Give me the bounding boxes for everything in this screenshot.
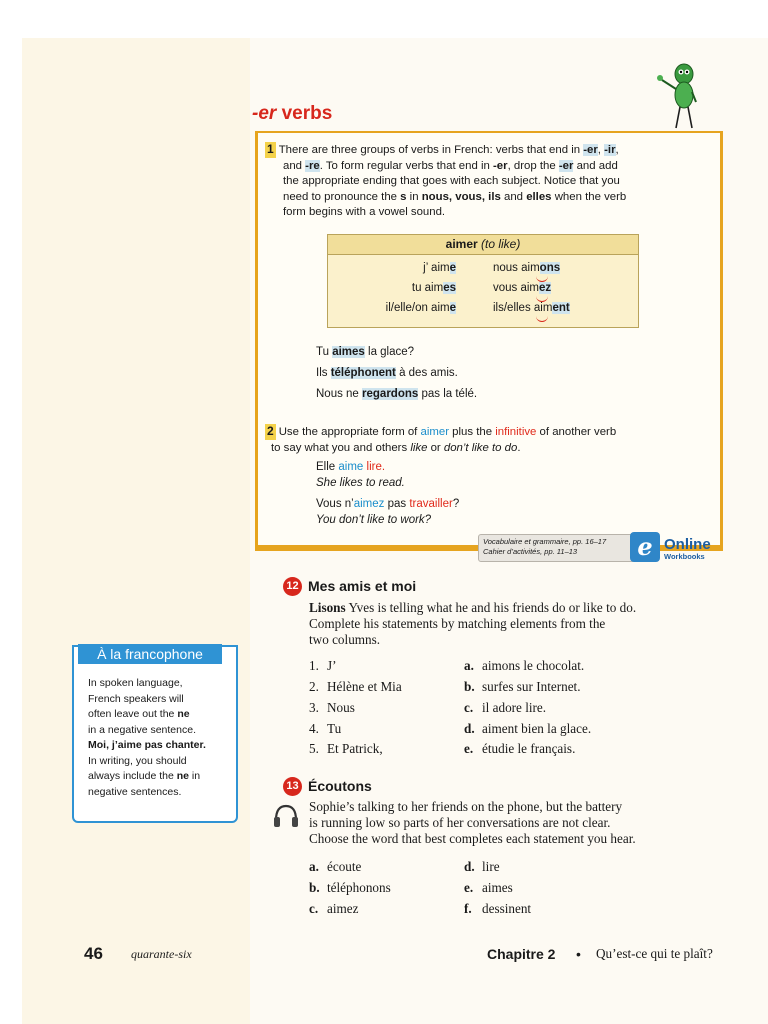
example2-1: Elle aime lire. [316, 461, 386, 473]
online-logo: e Online Workbooks [630, 532, 716, 564]
liaison-mark-icon [536, 315, 548, 322]
page-number-word: quarante-six [131, 947, 192, 961]
online-workbooks-badge[interactable] [478, 532, 718, 566]
answer-e: e. aimes [464, 880, 513, 895]
conj-right-2: vous aimez [493, 282, 552, 294]
grammar-title: -er verbs [252, 103, 333, 124]
activity-13-title: Écoutons [308, 778, 372, 794]
francophone-tab: À la francophone [78, 644, 222, 664]
conjugation-table-header: aimer (to like) [328, 235, 638, 255]
match-left-4: 4. Tu [309, 721, 342, 736]
match-left-5: 5. Et Patrick, [309, 741, 383, 756]
chapter-label: Chapitre 2 [487, 946, 556, 962]
activity-13-instructions: Sophie’s talking to her friends on the phone, but the battery is running low so parts of her conversations are not clear. Choose the word that best completes each statement you hear. [309, 799, 636, 847]
page-number: 46 [84, 944, 103, 963]
activity-12-badge: 12 [283, 577, 302, 596]
example-1: Tu aimes la glace? [316, 346, 415, 358]
conj-left-2: tu aimes [411, 282, 456, 294]
conj-right-1: nous aimons [493, 262, 561, 274]
liaison-mark-icon [536, 275, 548, 282]
conj-left-1: j’ aime [423, 262, 456, 274]
answer-b: b. téléphonons [309, 880, 391, 895]
answer-f: f. dessinent [464, 901, 532, 916]
match-left-1: 1. J’ [309, 658, 337, 673]
activity-12-instructions: Lisons Yves is telling what he and his friends do or like to do. Complete his statements by matching elements from the two columns. [309, 600, 637, 648]
chapter-title: Qu’est-ce qui te plaît? [596, 946, 713, 961]
answer-d: d. lire [464, 859, 500, 874]
activity-13-badge: 13 [283, 777, 302, 796]
headphones-icon [272, 802, 300, 830]
workbook-references: Vocabulaire et grammaire, pp. 16–17 Cahier d’activités, pp. 11–13 [478, 534, 638, 562]
point-number: 2 [267, 424, 274, 438]
match-right-e: e. étudie le français. [464, 741, 576, 756]
example2-1-gloss: She likes to read. [316, 477, 405, 489]
francophone-text: In spoken language, French speakers will often leave out the ne in a negative sentence. Moi, j’aime pas chanter. In writing, you should always include the ne in negative sentences. [88, 677, 206, 798]
conj-left-3: il/elle/on aime [385, 302, 456, 314]
match-left-2: 2. Hélène et Mia [309, 679, 402, 694]
example2-2-gloss: You don’t like to work? [316, 514, 432, 526]
online-e-icon: e [630, 532, 660, 562]
match-right-d: d. aiment bien la glace. [464, 721, 592, 736]
grammar-point-2: 2 Use the appropriate form of aimer plus the infinitive of another verb to say what you and others like or don’t like to do. [267, 424, 617, 454]
conj-right-3: ils/elles aiment [493, 302, 570, 314]
footer-separator: • [576, 946, 581, 962]
match-right-b: b. surfes sur Internet. [464, 679, 581, 694]
left-margin [22, 38, 250, 1024]
activity-12-title: Mes amis et moi [308, 578, 417, 594]
mascot-icon [654, 62, 706, 132]
conjugation-table [327, 234, 639, 328]
match-right-c: c. il adore lire. [464, 700, 547, 715]
example-2: Ils téléphonent à des amis. [316, 367, 458, 379]
match-right-a: a. aimons le chocolat. [464, 658, 585, 673]
grammar-point-1: 1 There are three groups of verbs in French: verbs that end in -er, -ir, and -re. To form regular verbs that end in -er, drop the -er and add the appropriate ending that goes with each subject. Notice that you need to pronounce the s in nous, vous, ils and elles when the verb form begins with a vowel sound. [267, 142, 627, 219]
point-number: 1 [267, 142, 274, 156]
example-3: Nous ne regardons pas la télé. [316, 388, 478, 400]
example2-2: Vous n’aimez pas travailler? [316, 498, 460, 510]
answer-c: c. aimez [309, 901, 359, 916]
liaison-mark-icon [536, 295, 548, 302]
match-left-3: 3. Nous [309, 700, 355, 715]
answer-a: a. écoute [309, 859, 362, 874]
